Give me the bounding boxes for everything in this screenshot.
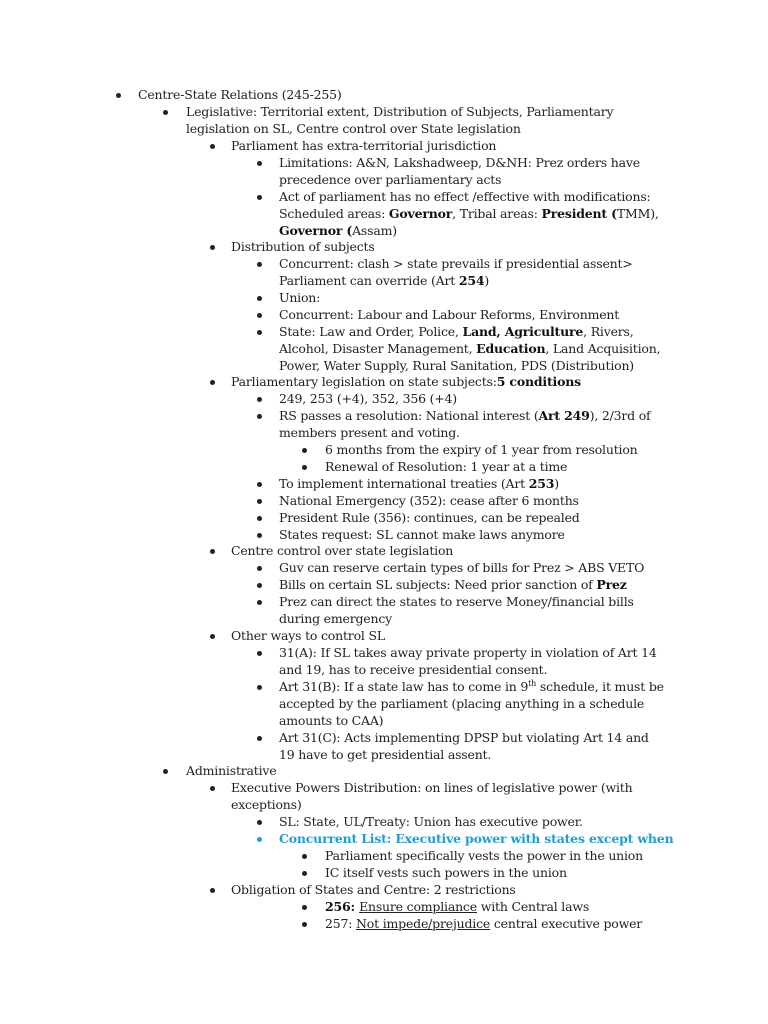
bullet [257,566,262,571]
bullet [210,549,215,554]
list-item: States request: SL cannot make laws anymore [279,527,565,542]
list-item: Prez can direct the states to reserve Money/financial bills [279,594,634,609]
list-item: Concurrent: clash > state prevails if presidential assent> [279,256,633,271]
bullet [302,448,307,453]
list-item-continuation: during emergency [279,611,392,626]
list-item: Obligation of States and Centre: 2 restrictions [231,882,516,897]
bullet [257,195,262,200]
bullet [210,634,215,639]
list-item: Administrative [186,763,277,778]
list-item-continuation: accepted by the parliament (placing anything in a schedule [279,696,645,711]
bullet [257,313,262,318]
list-item: Renewal of Resolution: 1 year at a time [325,459,568,474]
bullet [257,262,262,267]
list-item-continuation: and 19, has to receive presidential consent. [279,662,548,677]
list-item-continuation: legislation on SL, Centre control over State legislation [186,121,521,136]
list-item-continuation: Governor (Assam) [279,223,397,238]
bullet [257,651,262,656]
list-item: Other ways to control SL [231,628,385,643]
bullet [163,769,168,774]
bullet [116,93,121,98]
list-item: National Emergency (352): cease after 6 months [279,493,579,508]
bullet [302,854,307,859]
bullet [302,465,307,470]
bullet [257,685,262,690]
list-item-continuation: Power, Water Supply, Rural Sanitation, PDS (Distribution) [279,358,634,373]
list-item: 256: Ensure compliance with Central laws [325,899,590,914]
list-item-continuation: Parliament can override (Art 254) [279,273,490,288]
highlighted-list-item: Concurrent List: Executive power with states except when [279,831,674,846]
bullet [257,499,262,504]
list-item: SL: State, UL/Treaty: Union has executive power. [279,814,583,829]
list-item: Legislative: Territorial extent, Distribution of Subjects, Parliamentary [186,104,614,119]
list-item: 6 months from the expiry of 1 year from resolution [325,442,638,457]
list-item-continuation: members present and voting. [279,425,460,440]
list-item: Art 31(C): Acts implementing DPSP but violating Art 14 and [279,730,649,745]
list-item: Art 31(B): If a state law has to come in 9th schedule, it must be [279,678,664,694]
list-item-continuation: exceptions) [231,797,302,812]
list-item: Distribution of subjects [231,239,375,254]
list-item-continuation: Scheduled areas: Governor, Tribal areas: President (TMM), [279,206,659,221]
bullet [163,110,168,115]
list-item-continuation: amounts to CAA) [279,713,384,728]
bullet [257,820,262,825]
bullet [302,922,307,927]
list-item: RS passes a resolution: National interest (Art 249), 2/3rd of [279,408,651,423]
list-item: IC itself vests such powers in the union [325,865,567,880]
list-item: Parliament specifically vests the power in the union [325,848,643,863]
bullet [257,482,262,487]
list-item: Guv can reserve certain types of bills for Prez > ABS VETO [279,560,645,575]
bullet [257,516,262,521]
bullet [302,905,307,910]
list-item: Union: [279,290,321,305]
bullet [257,161,262,166]
bullet [257,837,262,842]
list-item: State: Law and Order, Police, Land, Agriculture, Rivers, [279,324,634,339]
bullet [210,144,215,149]
list-item-continuation: 19 have to get presidential assent. [279,747,492,762]
list-item: Act of parliament has no effect /effective with modifications: [279,189,651,204]
list-item: Parliament has extra-territorial jurisdiction [231,138,497,153]
bullet [257,296,262,301]
list-item: Limitations: A&N, Lakshadweep, D&NH: Prez orders have [279,155,640,170]
list-item: 257: Not impede/prejudice central executive power [325,916,643,931]
list-item: To implement international treaties (Art 253) [279,476,559,491]
bullet [257,583,262,588]
list-item: Centre control over state legislation [231,543,454,558]
bullet [210,380,215,385]
bullet [302,871,307,876]
bullet [257,533,262,538]
list-item: Centre-State Relations (245-255) [138,87,342,102]
bullet [257,736,262,741]
list-item: 249, 253 (+4), 352, 356 (+4) [279,391,457,406]
bullet [210,786,215,791]
list-item: Concurrent: Labour and Labour Reforms, Environment [279,307,620,322]
list-item: 31(A): If SL takes away private property in violation of Art 14 [279,645,657,660]
bullet [257,397,262,402]
bullet [210,245,215,250]
list-item: President Rule (356): continues, can be repealed [279,510,580,525]
bullet [257,414,262,419]
list-item-continuation: precedence over parliamentary acts [279,172,502,187]
list-item-continuation: Alcohol, Disaster Management, Education, Land Acquisition, [279,341,661,356]
bullet [257,600,262,605]
bullet [210,888,215,893]
list-item: Parliamentary legislation on state subjects:5 conditions [231,374,581,389]
bullet [257,330,262,335]
list-item: Bills on certain SL subjects: Need prior sanction of Prez [279,577,627,592]
list-item: Executive Powers Distribution: on lines of legislative power (with [231,780,633,795]
